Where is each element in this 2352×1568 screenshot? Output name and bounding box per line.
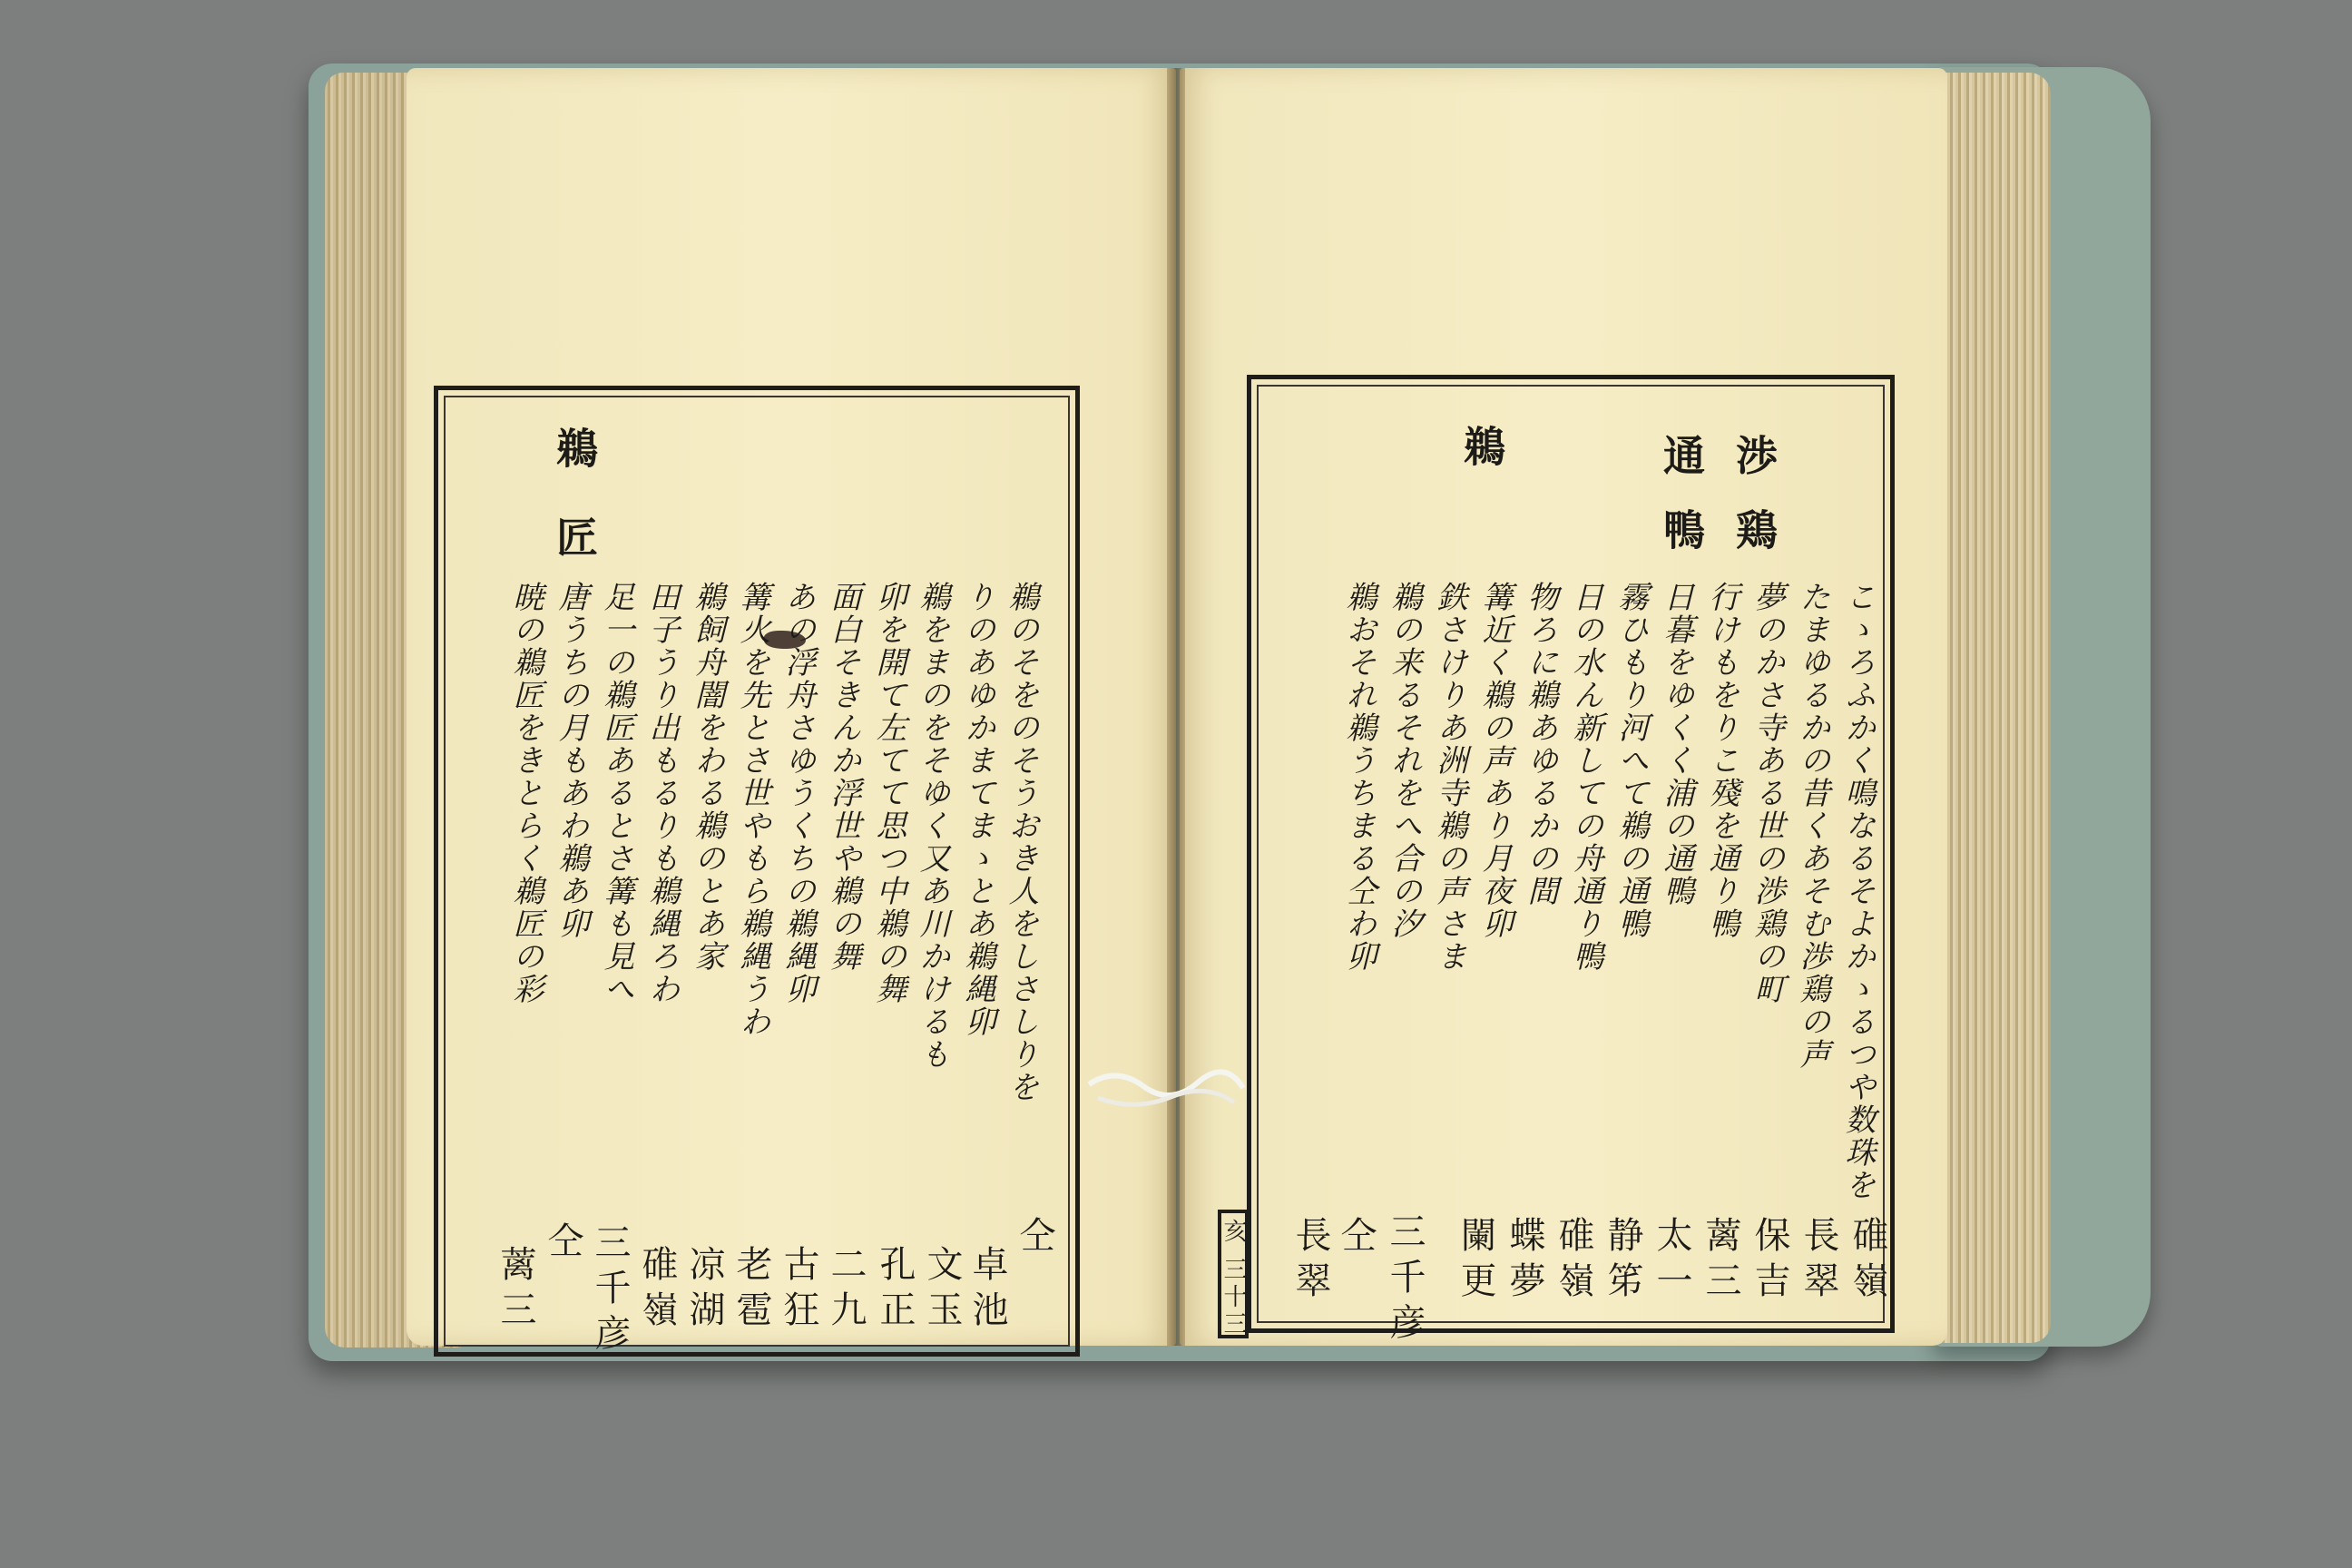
right-poet-name: 長翠 <box>1289 1216 1331 1307</box>
right-poet-name: 碓嶺 <box>1847 1216 1888 1307</box>
left-text-column: 足一の鵜匠あるとさ篝も見へ <box>598 581 634 1005</box>
left-text-column: 田子うり出もるりも鵜縄ろわ <box>643 581 680 1005</box>
right-poet-name: 保吉 <box>1749 1216 1790 1307</box>
season-word-top: 渉 <box>1730 434 1779 492</box>
left-poet-name: 蓠三 <box>495 1245 536 1336</box>
season-word-bottom: 鶏 <box>1730 508 1779 566</box>
right-text-column: 日の水ん新しての舟通り鴨 <box>1567 581 1603 973</box>
left-text-column: あの浮舟さゆうくちの鵜縄卯 <box>779 581 816 1005</box>
foliation-marker <box>1218 1210 1249 1338</box>
season-word-top: 通 <box>1657 434 1706 492</box>
right-text-column: 夢のかさ寺ある世の渉鶏の町 <box>1749 581 1785 1005</box>
foliation-text: 亥 三十三 <box>1220 1219 1247 1339</box>
left-poet-name: 二九 <box>825 1245 867 1336</box>
right-text-column: 鵜の来るそれをへ合の汐 <box>1386 581 1422 940</box>
right-poet-name: 太一 <box>1651 1216 1692 1307</box>
right-text-column: たまゆるかの昔くあそむ渉鶏の声 <box>1794 581 1830 1071</box>
left-text-column: 卯を開て左てて思つ中鵜の舞 <box>870 581 906 1005</box>
right-text-column: 日暮をゆくく浦の通鴨 <box>1658 581 1694 907</box>
right-poet-name: 長翠 <box>1798 1216 1839 1307</box>
left-text-column: 唐うちの月もあわ鵜あ卯 <box>553 581 589 940</box>
right-poet-name: 蝶夢 <box>1504 1216 1545 1307</box>
right-poet-name: 蓠三 <box>1700 1216 1741 1307</box>
left-text-column: 鵜飼舟闇をわる鵜のとあ家 <box>689 581 725 973</box>
right-poet-name: 三千彦 <box>1384 1212 1426 1348</box>
right-poet-name: 静笫 <box>1602 1216 1643 1307</box>
right-text-column: 鉄さけりあ洲寺鵜の声さま <box>1431 581 1467 973</box>
right-text-column: 篝近く鵜の声あり月夜卯 <box>1476 581 1513 940</box>
left-poet-name: 凉湖 <box>683 1245 725 1336</box>
left-text-column: りのあゆかまてまゝとあ鵜縄卯 <box>959 581 995 1038</box>
right-text-column: こゝろふかく鳴なるそよかゝるつや数珠を <box>1839 581 1876 1201</box>
left-text-column: 篝火を先とさ世やもら鵜縄うわ <box>734 581 770 1038</box>
left-text-column: 鵜をまのをそゆく又あ川かけるも <box>914 581 950 1071</box>
binding-thread <box>1080 1057 1252 1121</box>
left-poet-name: 仝 <box>542 1221 583 1267</box>
right-poet-name: 碓嶺 <box>1553 1216 1594 1307</box>
left-poet-name: 老雹 <box>730 1245 772 1336</box>
left-poet-name: 三千彦 <box>589 1223 631 1359</box>
left-poet-name: 仝 <box>1014 1216 1055 1261</box>
left-poet-name: 卓池 <box>966 1245 1008 1336</box>
left-poet-name: 孔正 <box>874 1245 916 1336</box>
right-heading-primary: 鵜 <box>1457 425 1506 483</box>
left-text-column: 暁の鵜匠をきとらく鵜匠の彩 <box>507 581 544 1005</box>
left-poet-name: 古狂 <box>778 1245 819 1336</box>
right-poet-name: 闌更 <box>1455 1216 1496 1307</box>
right-poet-name: 仝 <box>1335 1216 1377 1261</box>
season-word-bottom: 鴨 <box>1657 508 1706 566</box>
left-poet-name: 碓嶺 <box>636 1245 678 1336</box>
right-text-column: 物ろに鵜あゆるかの間 <box>1522 581 1558 907</box>
right-text-column: 鵜おそれ鵜うちまる仝わ卯 <box>1340 581 1377 973</box>
left-heading-secondary: 匠 <box>550 515 599 573</box>
right-text-column: 霧ひもり河へて鵜の通鴨 <box>1612 581 1649 940</box>
left-text-column: 鵜のそをのそうおき人をしさしりを <box>1003 581 1039 1103</box>
book-gutter <box>1167 68 1185 1346</box>
right-text-column: 行けもをりこ殘を通り鴨 <box>1703 581 1740 940</box>
left-heading-primary: 鵜 <box>550 426 599 485</box>
left-text-column: 面白そきんか浮世や鵜の舞 <box>825 581 861 973</box>
left-poet-name: 文玉 <box>921 1245 963 1336</box>
